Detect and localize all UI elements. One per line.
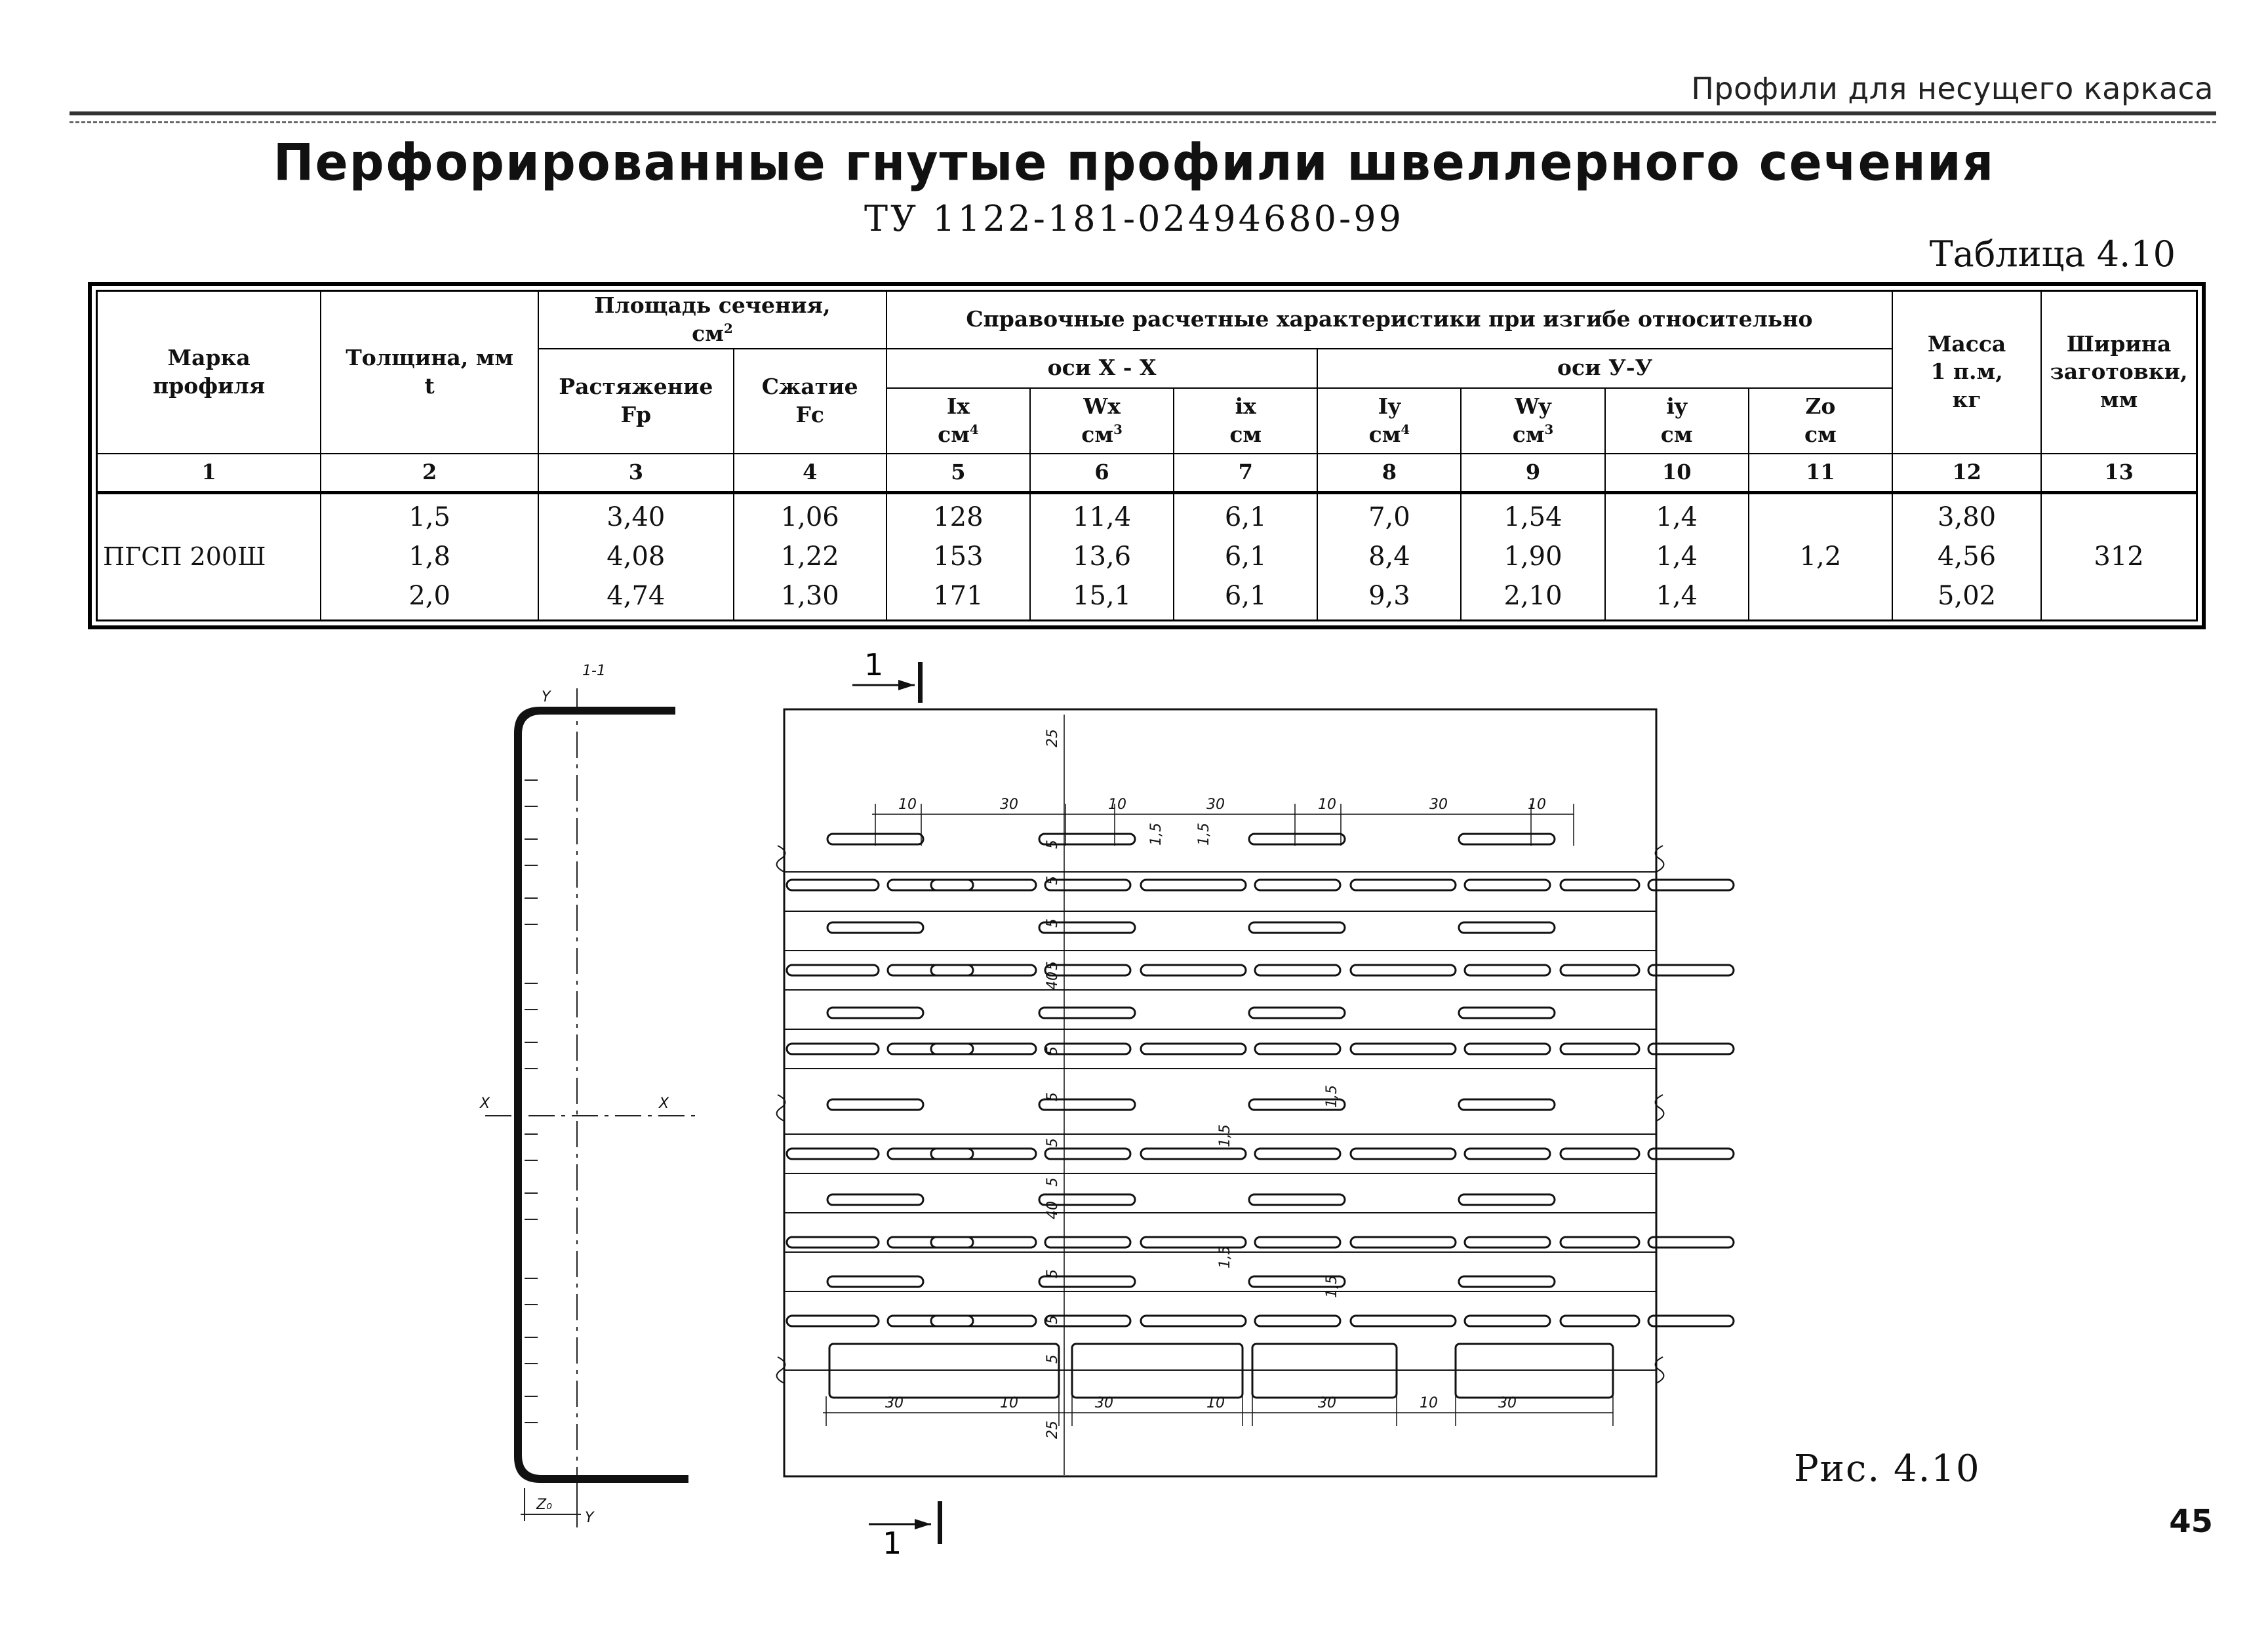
vertical-dim-label: 5: [1044, 961, 1061, 970]
perforation-slot: [1459, 922, 1555, 933]
axis-x-right-label: X: [659, 1095, 669, 1112]
figure-caption: Рис. 4.10: [1794, 1447, 1981, 1490]
cell-ix-radius: 6,1 6,1 6,1: [1174, 492, 1317, 620]
web-perforation-marks: [525, 780, 538, 1423]
figure-4-10: [0, 649, 2268, 1567]
perforation-slot: [1351, 880, 1456, 890]
perforation-slot: [1648, 1149, 1734, 1159]
perforation-slot: [1561, 880, 1639, 890]
cell-iy-radius: 1,4 1,4 1,4: [1605, 492, 1749, 620]
cut-mark-bottom-label: 1: [883, 1525, 902, 1561]
perforation-slot: [931, 1044, 1036, 1054]
perforation-slot: [1045, 1149, 1130, 1159]
perforation-slot: [787, 1316, 879, 1326]
header-blank-width: Ширина заготовки, мм: [2041, 291, 2197, 454]
running-header: Профили для несущего каркаса: [1691, 71, 2214, 106]
bottom-dim-label: 10: [1420, 1395, 1438, 1411]
cell-t: 1,5 1,8 2,0: [321, 492, 538, 620]
header-bending: Справочные расчетные характеристики при изгибе относительно: [886, 291, 1892, 349]
header-mass: Масса 1 п.м, кг: [1892, 291, 2041, 454]
axis-y-top-label: Y: [542, 689, 551, 705]
vertical-dim-label: 5: [1044, 1138, 1061, 1147]
bottom-dim-label: 30: [1095, 1395, 1113, 1411]
header-tension: Растяжение Fp: [538, 349, 734, 454]
cell-fc: 1,06 1,22 1,30: [734, 492, 886, 620]
cell-blank-width: 312: [2041, 492, 2197, 620]
perforation-slot: [787, 1044, 879, 1054]
bottom-dim-label: 30: [885, 1395, 904, 1411]
perforation-slot: [787, 1149, 879, 1159]
perforation-slot: [1351, 1237, 1456, 1248]
table-frame: [88, 282, 2206, 629]
top-dim-label: 30: [1429, 797, 1448, 813]
cut-mark-top-label: 1: [864, 649, 884, 682]
perforation-slot: [1351, 1044, 1456, 1054]
perforation-slot: [1249, 1194, 1345, 1205]
header-ix-radius: ix см: [1174, 388, 1317, 454]
perforation-slot: [787, 1237, 879, 1248]
vertical-dim-label: 5: [1044, 1177, 1061, 1187]
header-iy-radius: iy см: [1605, 388, 1749, 454]
header-thickness: Толщина, мм t: [321, 291, 538, 454]
cell-wx: 11,4 13,6 15,1: [1030, 492, 1174, 620]
header-compression: Сжатие Fc: [734, 349, 886, 454]
perforation-slot: [1459, 1194, 1555, 1205]
cell-wy: 1,54 1,90 2,10: [1461, 492, 1604, 620]
perforation-slot: [787, 965, 879, 975]
perforation-slot: [1561, 1149, 1639, 1159]
vertical-dimensions: [1044, 729, 1061, 1439]
header-dashed-rule: [70, 121, 2216, 123]
perforation-slot: [1648, 880, 1734, 890]
bottom-dim-label: 30: [1498, 1395, 1517, 1411]
perforation-slot: [1141, 1149, 1246, 1159]
slot-width-label: 1,5: [1324, 1085, 1340, 1108]
break-marks: [777, 846, 1664, 1383]
perforation-slot: [1459, 1276, 1555, 1287]
slot-width-label: 1,5: [1196, 823, 1212, 846]
cell-zo: 1,2: [1749, 492, 1892, 620]
perforation-slot: [827, 1194, 923, 1205]
slot-width-label: 1,5: [1148, 823, 1164, 846]
plan-view: [777, 649, 1734, 1561]
vertical-dim-label: 5: [1044, 918, 1061, 928]
perforation-slot: [931, 965, 1036, 975]
header-mark: Марка профиля: [97, 291, 321, 454]
perforation-slot: [1255, 1149, 1340, 1159]
column-numbers-row: 1 2 3 4 5 6 7 8 9 10 11 12 13: [97, 454, 2197, 493]
slot-width-label: 1,5: [1217, 1124, 1233, 1147]
table-row: [97, 492, 2197, 620]
perforation-slot: [1141, 1316, 1246, 1326]
top-dim-label: 30: [1206, 797, 1225, 813]
cut-mark-top: [918, 662, 923, 703]
cell-mass: 3,80 4,56 5,02: [1892, 492, 2041, 620]
axis-x-left-label: X: [480, 1095, 490, 1112]
bottom-dim-label: 10: [1206, 1395, 1225, 1411]
vertical-dim-label: 40: [1044, 972, 1061, 990]
perforation-slot: [1648, 1044, 1734, 1054]
perforation-slot: [1351, 1316, 1456, 1326]
perforation-slot: [1561, 1044, 1639, 1054]
profile-properties-table: [96, 290, 2198, 621]
cell-fp: 3,40 4,08 4,74: [538, 492, 734, 620]
vertical-dim-label: 5: [1044, 1315, 1061, 1324]
cell-iy: 7,0 8,4 9,3: [1317, 492, 1461, 620]
perforation-slot: [827, 922, 923, 933]
perforation-slot: [1249, 922, 1345, 933]
perforation-slot: [1465, 1149, 1550, 1159]
perforation-slot: [1465, 1237, 1550, 1248]
perforation-slot: [1465, 1044, 1550, 1054]
header-wx: Wx $см^3$: [1030, 388, 1174, 454]
vertical-dim-label: 5: [1044, 876, 1061, 885]
header-area: Площадь сечения, $см^2$: [538, 291, 886, 349]
strip-lines: [784, 872, 1656, 1370]
perforation-slot: [1249, 834, 1345, 844]
perforation-slot: [1141, 880, 1246, 890]
vertical-dim-label: 25: [1044, 1421, 1061, 1439]
perforation-slot: [1141, 1044, 1246, 1054]
vertical-dim-label: 40: [1044, 1201, 1061, 1219]
header-zo: Zo см: [1749, 388, 1892, 454]
header-iy: Iy $см^4$: [1317, 388, 1461, 454]
vertical-dim-label: 5: [1044, 1092, 1061, 1101]
perforation-slot: [931, 1316, 1036, 1326]
vertical-dim-label: 5: [1044, 840, 1061, 849]
channel-profile: [514, 707, 688, 1483]
perforation-slot: [827, 1276, 923, 1287]
perforation-slot: [1648, 1237, 1734, 1248]
top-dim-label: 10: [1108, 797, 1126, 813]
bottom-dim-label: 30: [1318, 1395, 1336, 1411]
profile-mark: ПГСП 200Ш: [97, 492, 321, 620]
perforation-slot: [1459, 834, 1555, 844]
perforation-slot: [1648, 1316, 1734, 1326]
bottom-dim-label: 10: [1000, 1395, 1018, 1411]
perforation-slot: [1045, 1237, 1130, 1248]
perforation-slot: [1255, 880, 1340, 890]
perforation-slot: [1255, 965, 1340, 975]
vertical-dim-label: 5: [1044, 1354, 1061, 1364]
page-title: Перфорированные гнутые профили швеллерного сечения: [273, 132, 1995, 193]
section-label: 1-1: [582, 663, 606, 679]
perforation-slot: [1648, 965, 1734, 975]
perforation-slot: [1561, 1316, 1639, 1326]
perforation-slot: [827, 1008, 923, 1018]
perforation-slot: [931, 1237, 1036, 1248]
perforation-slot: [1249, 1008, 1345, 1018]
page-number: 45: [2169, 1503, 2213, 1540]
sheet-outline: [784, 709, 1656, 1476]
header-axis-x: оси Х - Х: [886, 349, 1317, 388]
perforation-slot: [1465, 880, 1550, 890]
cell-ix: 128 153 171: [886, 492, 1030, 620]
bottom-dimensions: [826, 1395, 1613, 1426]
perforation-slot: [1465, 1316, 1550, 1326]
perforation-slot: [1459, 1008, 1555, 1018]
header-axis-y: оси У-У: [1317, 349, 1892, 388]
perforation-slot: [1351, 1149, 1456, 1159]
header-rule: [70, 111, 2216, 115]
perforation-slot: [1255, 1316, 1340, 1326]
perforation-slot: [1255, 1044, 1340, 1054]
vertical-dim-label: 25: [1044, 729, 1061, 747]
section-view: [479, 663, 695, 1527]
table-label: Таблица 4.10: [1929, 233, 2176, 275]
top-dim-label: 30: [1000, 797, 1018, 813]
axis-y-bottom-label: Y: [585, 1510, 594, 1526]
perforation-slot: [1255, 1237, 1340, 1248]
top-dim-label: 10: [1318, 797, 1336, 813]
top-dimensions: [875, 797, 1574, 846]
perforation-slot: [787, 880, 879, 890]
top-dim-label: 10: [1528, 797, 1546, 813]
standard-reference: ТУ 1122-181-02494680-99: [864, 198, 1404, 239]
perforation-slot: [1465, 965, 1550, 975]
perforation-slot: [1561, 1237, 1639, 1248]
cut-mark-bottom: [938, 1501, 942, 1544]
top-dim-label: 10: [898, 797, 917, 813]
slot-width-label: 1,5: [1324, 1275, 1340, 1298]
slot-width-label: 1,5: [1217, 1246, 1233, 1269]
perforation-slot: [931, 880, 1036, 890]
zo-label: Z₀: [536, 1497, 552, 1513]
header-ix: Ix $см^4$: [886, 388, 1030, 454]
vertical-dim-label: 5: [1044, 1046, 1061, 1055]
vertical-dim-label: 5: [1044, 1269, 1061, 1278]
perforation-slot: [1561, 965, 1639, 975]
perforation-slot: [1141, 965, 1246, 975]
perforation-slot: [827, 1099, 923, 1110]
perforation-slot: [1351, 965, 1456, 975]
perforation-slot: [931, 1149, 1036, 1159]
perforation-slot: [1039, 1008, 1135, 1018]
header-wy: Wy $см^3$: [1461, 388, 1604, 454]
perforation-slot: [1459, 1099, 1555, 1110]
